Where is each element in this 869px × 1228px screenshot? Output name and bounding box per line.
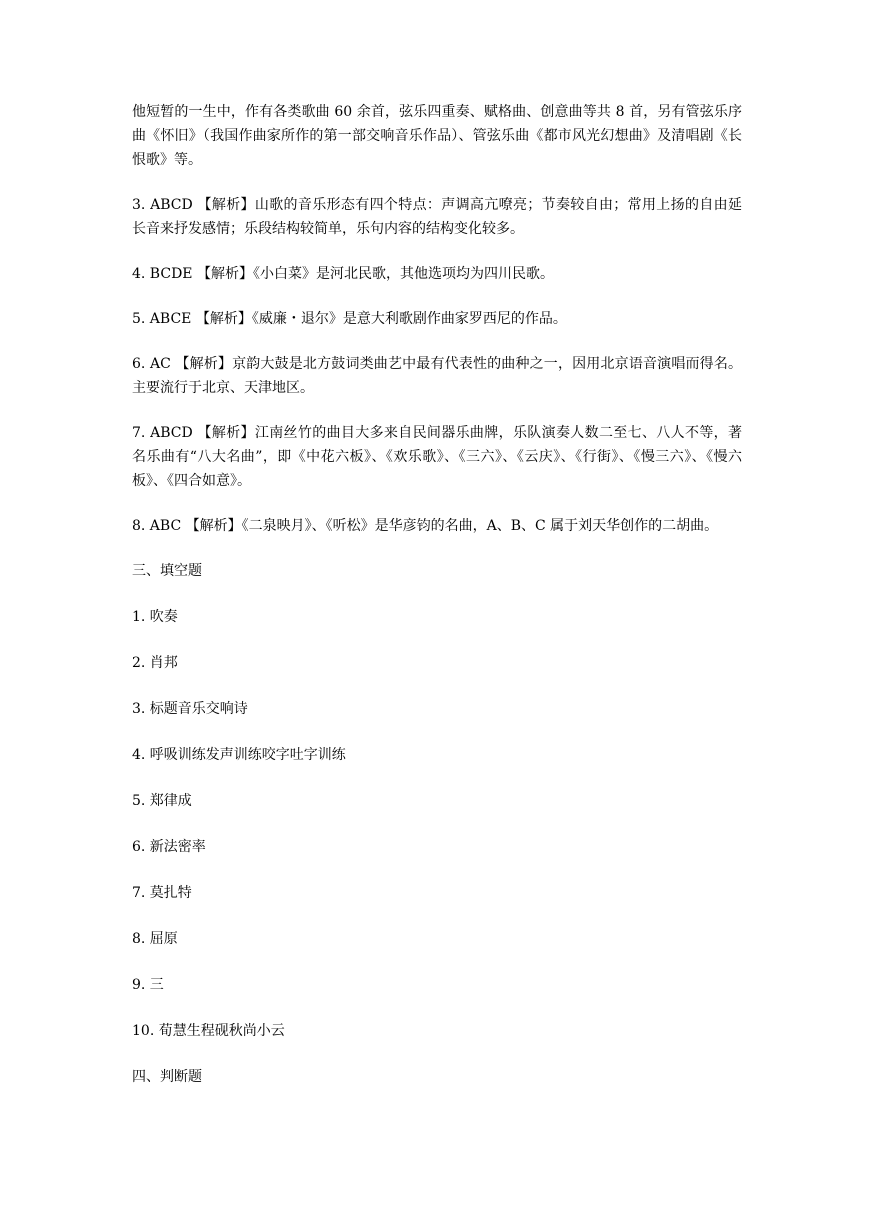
answer-explanation-5: 5. ABCE 【解析】《威廉・退尔》是意大利歌剧作曲家罗西尼的作品。	[132, 311, 567, 327]
fill-answer-10: 10. 荀慧生程砚秋尚小云	[132, 1023, 285, 1039]
answer-explanation-8: 8. ABC 【解析】《二泉映月》、《听松》是华彦钧的名曲，A、B、C 属于刘天华创作的二胡曲。	[132, 518, 719, 534]
answer-explanation-4: 4. BCDE 【解析】《小白菜》是河北民歌，其他选项均为四川民歌。	[132, 266, 554, 282]
section-heading-fill-in: 三、填空题	[132, 563, 202, 579]
answer-explanation-3: 3. ABCD 【解析】山歌的音乐形态有四个特点：声调高亢嘹亮；节奏较自由；常用上扬的自由延长音来抒发感情；乐段结构较简单，乐句内容的结构变化较多。	[132, 197, 742, 237]
fill-answer-5: 5. 郑律成	[132, 793, 192, 809]
document-body	[132, 100, 742, 1111]
intro-paragraph: 他短暂的一生中，作有各类歌曲 60 余首，弦乐四重奏、赋格曲、创意曲等共 8 首，另有管弦乐序曲《怀旧》（我国作曲家所作的第一部交响音乐作品）、管弦乐曲《都市风光幻想曲》及清唱剧《长恨歌》等。	[132, 104, 742, 168]
answer-explanation-7: 7. ABCD 【解析】江南丝竹的曲目大多来自民间器乐曲牌，乐队演奏人数二至七、八人不等，著名乐曲有“八大名曲”，即《中花六板》、《欢乐歌》、《三六》、《云庆》、《行街》、《慢三六》、《慢六板》、《四合如意》。	[132, 425, 742, 489]
fill-answer-2: 2. 肖邦	[132, 655, 178, 671]
fill-answer-1: 1. 吹奏	[132, 609, 178, 625]
fill-answer-7: 7. 莫扎特	[132, 885, 192, 901]
fill-answer-8: 8. 屈原	[132, 931, 178, 947]
fill-answer-3: 3. 标题音乐交响诗	[132, 701, 248, 717]
fill-answer-9: 9. 三	[132, 977, 164, 993]
fill-answer-4: 4. 呼吸训练发声训练咬字吐字训练	[132, 747, 346, 763]
section-heading-true-false: 四、判断题	[132, 1069, 202, 1085]
answer-explanation-6: 6. AC 【解析】京韵大鼓是北方鼓词类曲艺中最有代表性的曲种之一，因用北京语音演唱而得名。 主要流行于北京、天津地区。	[132, 356, 742, 396]
fill-answer-6: 6. 新法密率	[132, 839, 206, 855]
